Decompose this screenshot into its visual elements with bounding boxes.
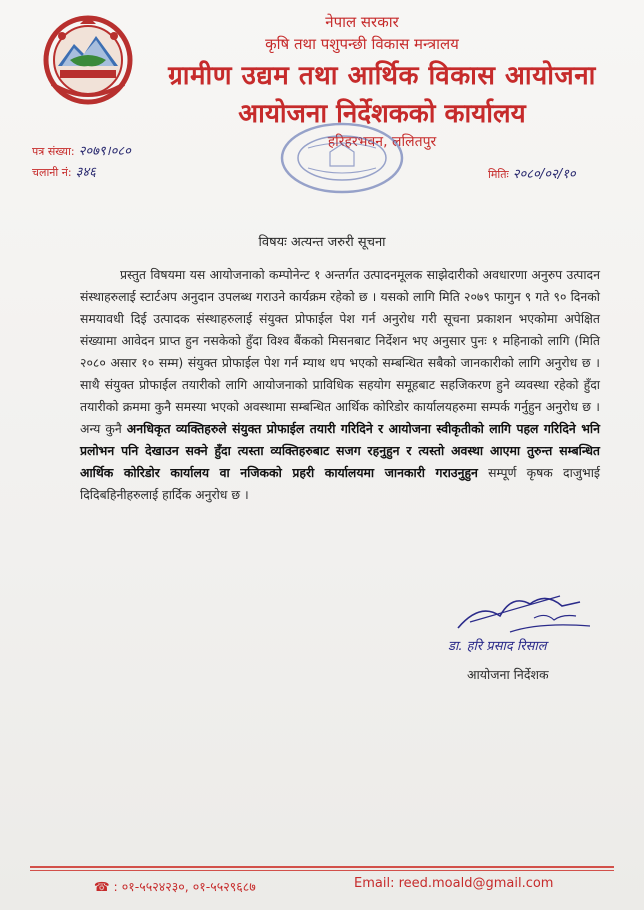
dispatch-number-label: चलानी नं: xyxy=(32,166,72,179)
signatory-title: आयोजना निर्देशक xyxy=(467,667,549,682)
footer-phone-numbers: ०१-५५२४२३०, ०१-५५२९६८७ xyxy=(121,879,256,894)
signatory-name: डा. हरि प्रसाद रिसाल xyxy=(448,639,547,654)
dispatch-number-value: ३४६ xyxy=(75,165,96,180)
letterhead-address: हरिहरभवन, ललितपुर xyxy=(327,134,437,150)
footer-divider xyxy=(30,866,614,868)
subject-line: विषयः अत्यन्त जरुरी सूचना xyxy=(258,235,386,250)
phone-icon: ☎ : xyxy=(94,879,118,894)
letterhead-office: आयोजना निर्देशकको कार्यालय xyxy=(238,99,526,129)
body-paragraph-part1: प्रस्तुत विषयमा यस आयोजनाको कम्पोनेन्ट १ अन्तर्गत उत्पादनमूलक साझेदारीको अवधारणा अनुरुप उत्पादन संस्थाहरुलाई स्टार्टअप अनुदान उपलब्ध गराउने कार्यक्रम रहेको छ । यसको लागि मिति २०७९ फागुन ९ गते ९० दिनको समयावधी दिई उत्पादक संस्थाहरुलाई संयुक्त प्रोफाईल पेश गर्न अनुरोध गरी सूचना प्रकाशन भएकोमा अपेक्षित संख्यामा आवेदन प्राप्त हुन नसकेको हुँदा विश्व बैंकको मिसनबाट निर्देशन भए अनुसार पुनः १ महिनाको लागि (मिति २०८० असार १० सम्म) संयुक्त प्रोफाईल पेश गर्न म्याथ थप भएको सम्बन्धित सबैको जानकारीको लागि अनुरोध छ । साथै संयुक्त प्रोफाईल तयारीको लागि आयोजनाको प्राविधिक सहयोग समूहबाट सहजिकरण हुने व्यवस्था रहेको हुँदा तयारीको क्रममा कुनै समस्या भएको अवस्थामा सम्बन्धित आर्थिक कोरिडोर कार्यालयहरुमा सम्पर्क गर्नुहुन अनुरोध छ । अन्य कुनै xyxy=(80,267,600,436)
footer-divider-thin xyxy=(30,870,614,871)
letterhead-project: ग्रामीण उद्यम तथा आर्थिक विकास आयोजना xyxy=(168,61,596,91)
body-warning-bold: अनधिकृत व्यक्तिहरुले संयुक्त प्रोफाईल तयारी गरिदिने र आयोजना स्वीकृतीको लागि पहल गरिदिने भनि प्रलोभन पनि देखाउन सक्ने हुँदा त्यस्ता व्यक्तिहरुबाट सजग रहनुहुन र त्यस्तो अवस्था आएमा तुरुन्त सम्बन्धित आर्थिक कोरिडोर कार्यालय वा नजिकको प्रहरी कार्यालयमा जानकारी गराउनुहुन xyxy=(80,421,600,480)
reference-number-label: पत्र संख्या: xyxy=(32,145,75,158)
letter-date xyxy=(488,164,576,182)
body-paragraph-part2: सम्पूर्ण कृषक दाजुभाई दिदिबहिनीहरुलाई हार्दिक अनुरोध छ । xyxy=(80,465,600,502)
letterhead-ministry: कृषि तथा पशुपन्छी विकास मन्त्रालय xyxy=(265,35,459,53)
dispatch-number xyxy=(32,162,96,180)
reference-number-value: २०७९।०८० xyxy=(78,144,131,159)
letter-date-label: मितिः xyxy=(488,168,509,181)
footer-email[interactable]: Email: reed.moald@gmail.com xyxy=(354,876,554,891)
reference-number xyxy=(32,141,131,159)
letter-date-value: २०८०/०२/१० xyxy=(512,167,576,182)
notice-body xyxy=(80,264,600,506)
footer-phone xyxy=(94,878,256,895)
letterhead-government: नेपाल सरकार xyxy=(325,13,399,31)
office-seal-icon xyxy=(268,118,416,198)
